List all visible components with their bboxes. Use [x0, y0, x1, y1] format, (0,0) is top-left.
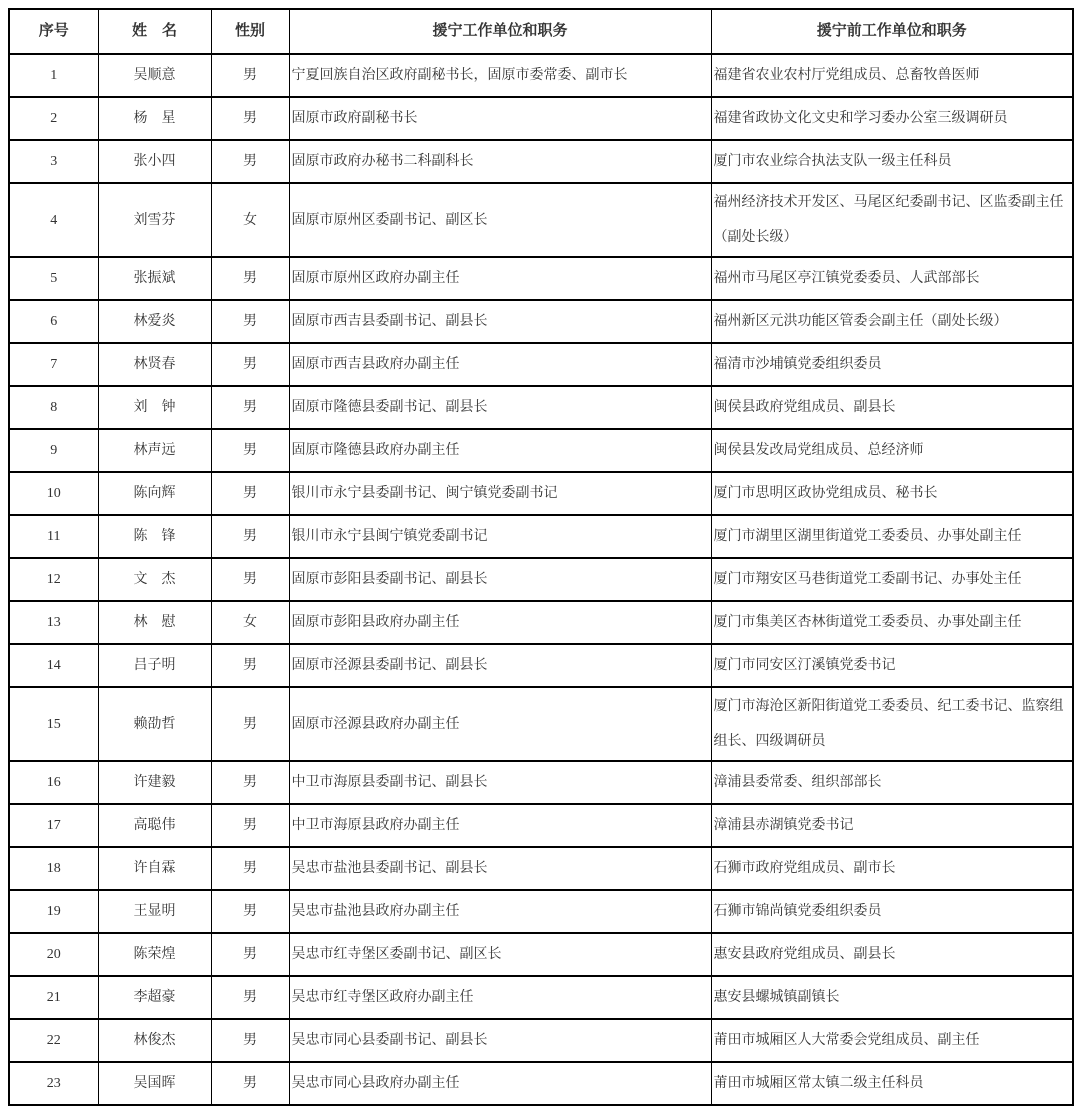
cell-previous-position: 厦门市思明区政协党组成员、秘书长	[711, 472, 1073, 515]
cell-previous-position: 莆田市城厢区人大常委会党组成员、副主任	[711, 1019, 1073, 1062]
cell-name: 陈 锋	[98, 515, 211, 558]
header-ningxia-position: 援宁工作单位和职务	[289, 9, 711, 54]
cell-serial: 4	[9, 183, 98, 257]
header-serial: 序号	[9, 9, 98, 54]
cell-serial: 10	[9, 472, 98, 515]
cell-ningxia-position: 中卫市海原县委副书记、副县长	[289, 761, 711, 804]
cell-ningxia-position: 吴忠市红寺堡区政府办副主任	[289, 976, 711, 1019]
cell-ningxia-position: 固原市原州区委副书记、副区长	[289, 183, 711, 257]
cell-name: 林俊杰	[98, 1019, 211, 1062]
cell-ningxia-position: 银川市永宁县委副书记、闽宁镇党委副书记	[289, 472, 711, 515]
cell-serial: 8	[9, 386, 98, 429]
cell-previous-position: 莆田市城厢区常太镇二级主任科员	[711, 1062, 1073, 1105]
cell-serial: 20	[9, 933, 98, 976]
table-row	[9, 257, 1073, 300]
cell-name: 林 慰	[98, 601, 211, 644]
cell-previous-position: 闽侯县发改局党组成员、总经济师	[711, 429, 1073, 472]
cell-gender: 男	[211, 890, 289, 933]
cell-previous-position: 福建省政协文化文史和学习委办公室三级调研员	[711, 97, 1073, 140]
cell-name: 李超豪	[98, 976, 211, 1019]
cell-ningxia-position: 中卫市海原县政府办副主任	[289, 804, 711, 847]
cell-previous-position: 漳浦县委常委、组织部部长	[711, 761, 1073, 804]
cell-name: 林贤春	[98, 343, 211, 386]
cell-gender: 男	[211, 343, 289, 386]
cell-serial: 18	[9, 847, 98, 890]
cell-name: 许自霖	[98, 847, 211, 890]
cell-serial: 23	[9, 1062, 98, 1105]
cell-previous-position: 厦门市集美区杏林街道党工委委员、办事处副主任	[711, 601, 1073, 644]
table-row	[9, 429, 1073, 472]
table-row	[9, 183, 1073, 257]
table-row	[9, 933, 1073, 976]
table-row	[9, 54, 1073, 97]
table-row	[9, 644, 1073, 687]
cell-ningxia-position: 固原市泾源县委副书记、副县长	[289, 644, 711, 687]
table-row	[9, 687, 1073, 761]
cell-gender: 男	[211, 687, 289, 761]
table-row	[9, 558, 1073, 601]
header-previous-position: 援宁前工作单位和职务	[711, 9, 1073, 54]
cell-ningxia-position: 固原市西吉县政府办副主任	[289, 343, 711, 386]
cell-serial: 12	[9, 558, 98, 601]
cell-ningxia-position: 吴忠市同心县委副书记、副县长	[289, 1019, 711, 1062]
cell-ningxia-position: 吴忠市红寺堡区委副书记、副区长	[289, 933, 711, 976]
cell-gender: 男	[211, 761, 289, 804]
table-row	[9, 343, 1073, 386]
table-row	[9, 472, 1073, 515]
cell-ningxia-position: 固原市彭阳县政府办副主任	[289, 601, 711, 644]
cell-ningxia-position: 固原市原州区政府办副主任	[289, 257, 711, 300]
cell-ningxia-position: 固原市彭阳县委副书记、副县长	[289, 558, 711, 601]
table-row	[9, 761, 1073, 804]
cell-serial: 9	[9, 429, 98, 472]
cell-gender: 女	[211, 601, 289, 644]
cell-serial: 13	[9, 601, 98, 644]
cell-ningxia-position: 宁夏回族自治区政府副秘书长，固原市委常委、副市长	[289, 54, 711, 97]
table-body	[9, 54, 1073, 1105]
cell-name: 杨 星	[98, 97, 211, 140]
cell-gender: 男	[211, 847, 289, 890]
table-row	[9, 97, 1073, 140]
cell-gender: 男	[211, 300, 289, 343]
cell-serial: 1	[9, 54, 98, 97]
cell-ningxia-position: 固原市政府办秘书二科副科长	[289, 140, 711, 183]
cell-gender: 男	[211, 1019, 289, 1062]
cell-previous-position: 石狮市政府党组成员、副市长	[711, 847, 1073, 890]
cell-serial: 14	[9, 644, 98, 687]
table-row	[9, 1062, 1073, 1105]
cell-gender: 男	[211, 140, 289, 183]
cell-previous-position: 福州经济技术开发区、马尾区纪委副书记、区监委副主任（副处长级）	[711, 183, 1073, 257]
cell-previous-position: 福清市沙埔镇党委组织委员	[711, 343, 1073, 386]
cell-ningxia-position: 固原市泾源县政府办副主任	[289, 687, 711, 761]
cell-ningxia-position: 固原市西吉县委副书记、副县长	[289, 300, 711, 343]
cell-serial: 11	[9, 515, 98, 558]
table-row	[9, 804, 1073, 847]
cell-previous-position: 闽侯县政府党组成员、副县长	[711, 386, 1073, 429]
cell-serial: 19	[9, 890, 98, 933]
cell-name: 陈向辉	[98, 472, 211, 515]
table-row	[9, 1019, 1073, 1062]
cell-serial: 3	[9, 140, 98, 183]
cell-name: 王显明	[98, 890, 211, 933]
cell-name: 高聪伟	[98, 804, 211, 847]
cell-serial: 6	[9, 300, 98, 343]
cell-gender: 男	[211, 933, 289, 976]
cell-gender: 男	[211, 97, 289, 140]
cell-name: 林爱炎	[98, 300, 211, 343]
cell-previous-position: 惠安县政府党组成员、副县长	[711, 933, 1073, 976]
cell-serial: 15	[9, 687, 98, 761]
cell-previous-position: 厦门市同安区汀溪镇党委书记	[711, 644, 1073, 687]
cell-name: 张振斌	[98, 257, 211, 300]
cell-gender: 男	[211, 472, 289, 515]
cell-previous-position: 厦门市湖里区湖里街道党工委委员、办事处副主任	[711, 515, 1073, 558]
cell-serial: 17	[9, 804, 98, 847]
table-row	[9, 300, 1073, 343]
cell-serial: 21	[9, 976, 98, 1019]
cell-gender: 女	[211, 183, 289, 257]
cell-gender: 男	[211, 558, 289, 601]
assignment-roster-table	[8, 8, 1074, 1106]
header-gender: 性别	[211, 9, 289, 54]
table-row	[9, 847, 1073, 890]
cell-previous-position: 厦门市翔安区马巷街道党工委副书记、办事处主任	[711, 558, 1073, 601]
cell-serial: 5	[9, 257, 98, 300]
cell-gender: 男	[211, 515, 289, 558]
cell-gender: 男	[211, 386, 289, 429]
cell-gender: 男	[211, 429, 289, 472]
cell-ningxia-position: 固原市政府副秘书长	[289, 97, 711, 140]
cell-name: 文 杰	[98, 558, 211, 601]
table-row	[9, 140, 1073, 183]
cell-name: 吴顺意	[98, 54, 211, 97]
cell-name: 许建毅	[98, 761, 211, 804]
cell-name: 赖劭哲	[98, 687, 211, 761]
cell-serial: 22	[9, 1019, 98, 1062]
table-row	[9, 601, 1073, 644]
header-name: 姓 名	[98, 9, 211, 54]
cell-name: 刘 钟	[98, 386, 211, 429]
cell-previous-position: 厦门市农业综合执法支队一级主任科员	[711, 140, 1073, 183]
cell-name: 刘雪芬	[98, 183, 211, 257]
cell-ningxia-position: 银川市永宁县闽宁镇党委副书记	[289, 515, 711, 558]
cell-gender: 男	[211, 54, 289, 97]
cell-ningxia-position: 固原市隆德县委副书记、副县长	[289, 386, 711, 429]
cell-ningxia-position: 吴忠市同心县政府办副主任	[289, 1062, 711, 1105]
cell-ningxia-position: 固原市隆德县政府办副主任	[289, 429, 711, 472]
cell-name: 张小四	[98, 140, 211, 183]
cell-gender: 男	[211, 257, 289, 300]
cell-name: 吴国晖	[98, 1062, 211, 1105]
cell-gender: 男	[211, 644, 289, 687]
table-row	[9, 515, 1073, 558]
cell-previous-position: 福建省农业农村厅党组成员、总畜牧兽医师	[711, 54, 1073, 97]
cell-gender: 男	[211, 1062, 289, 1105]
cell-serial: 7	[9, 343, 98, 386]
cell-previous-position: 漳浦县赤湖镇党委书记	[711, 804, 1073, 847]
cell-gender: 男	[211, 804, 289, 847]
cell-ningxia-position: 吴忠市盐池县委副书记、副县长	[289, 847, 711, 890]
cell-previous-position: 福州新区元洪功能区管委会副主任（副处长级）	[711, 300, 1073, 343]
cell-previous-position: 惠安县螺城镇副镇长	[711, 976, 1073, 1019]
cell-name: 林声远	[98, 429, 211, 472]
cell-gender: 男	[211, 976, 289, 1019]
cell-ningxia-position: 吴忠市盐池县政府办副主任	[289, 890, 711, 933]
table-row	[9, 386, 1073, 429]
cell-previous-position: 石狮市锦尚镇党委组织委员	[711, 890, 1073, 933]
table-header-row	[9, 9, 1073, 54]
table-row	[9, 890, 1073, 933]
cell-previous-position: 福州市马尾区亭江镇党委委员、人武部部长	[711, 257, 1073, 300]
table-row	[9, 976, 1073, 1019]
cell-serial: 2	[9, 97, 98, 140]
cell-serial: 16	[9, 761, 98, 804]
cell-previous-position: 厦门市海沧区新阳街道党工委委员、纪工委书记、监察组组长、四级调研员	[711, 687, 1073, 761]
cell-name: 吕子明	[98, 644, 211, 687]
cell-name: 陈荣煌	[98, 933, 211, 976]
